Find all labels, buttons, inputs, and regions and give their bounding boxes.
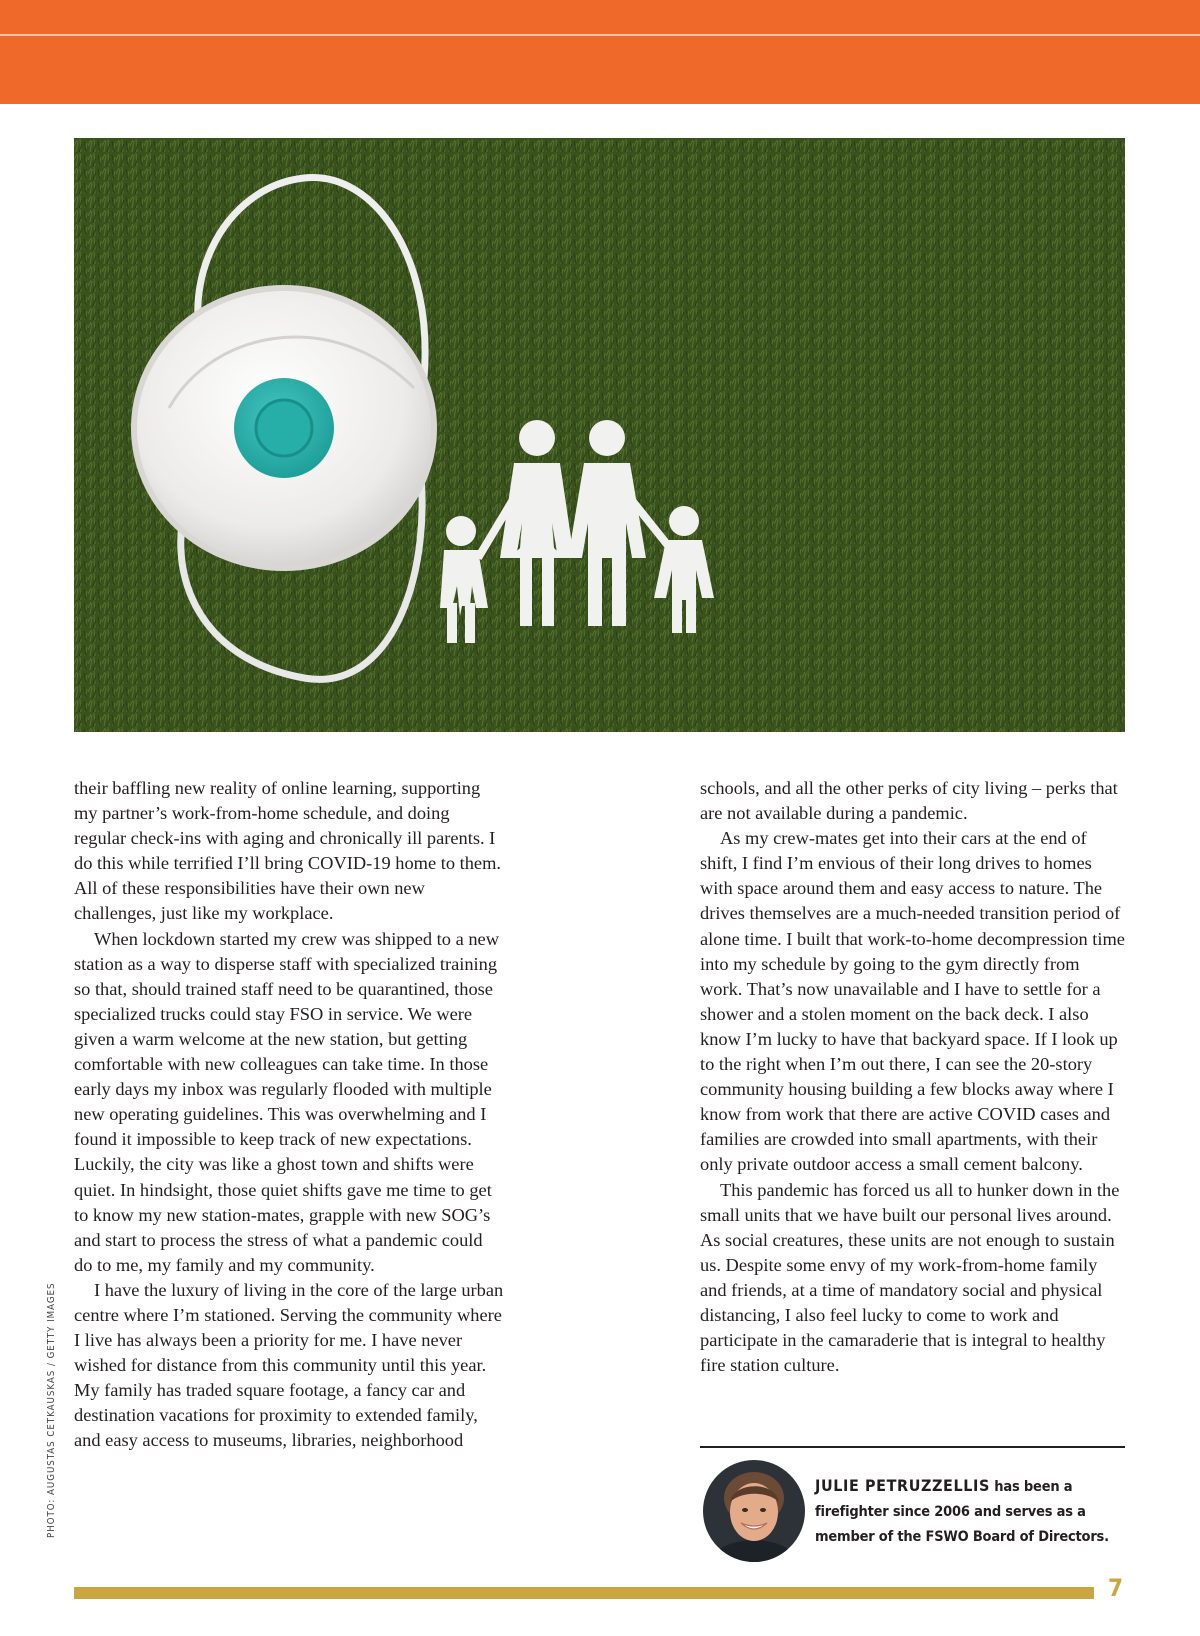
paragraph: When lockdown started my crew was shipped to a new station as a way to disperse staff with specialized training so that, should trained staff need to be quarantined, those specialized trucks could stay FSO in service. We were given a warm welcome at the new station, but getting comfortable with new colleagues can take time. In those early days my inbox was regularly flooded with multiple new operating guidelines. This was overwhelming and I found it impossible to keep track of new expectations. Luckily, the city was like a ghost town and shifts were quiet. In hindsight, those quiet shifts gave me time to get to know my new station-mates, grapple with new SOG’s and start to process the stress of what a pandemic could do to me, my family and my community. — [74, 928, 499, 1275]
author-name: JULIE PETRUZZELLIS — [815, 1476, 990, 1495]
bio-divider — [700, 1446, 1125, 1448]
paragraph: their baffling new reality of online learning, supporting my partner’s work-from-home schedule, and doing regular check-ins with aging and chronically ill parents. I do this while terrified I’ll bring COVID-19 home to them. All of these responsibilities have their own new challenges, just like my workplace. — [74, 778, 501, 924]
header-rule — [0, 34, 1200, 36]
photo-credit: PHOTO: AUGUSTAS CETKAUSKAS / GETTY IMAGES — [46, 1282, 57, 1538]
paragraph: I have the luxury of living in the core of the large urban centre where I’m stationed. Serving the community where I live has always been a priority for me. I have never wished for distance from this community until this year. My family has traded square footage, a fancy car and destination vacations for proximity to extended family, and easy access to museums, libraries, neighborhood — [74, 1279, 504, 1451]
author-avatar — [703, 1460, 805, 1562]
page-number: 7 — [1108, 1574, 1124, 1602]
paragraph: This pandemic has forced us all to hunker down in the small units that we have built our personal lives around. As social creatures, these units are not enough to sustain us. Despite some envy of my work-from-home family and friends, at a time of mandatory social and physical distancing, I also feel lucky to come to work and participate in the camaraderie that is integral to healthy fire station culture. — [700, 1179, 1120, 1376]
author-bio — [815, 1473, 1125, 1550]
author-bio-text: has been a firefighter since 2006 and serves as a member of the FSWO Board of Directors. — [815, 1479, 1109, 1545]
paragraph: schools, and all the other perks of city living – perks that are not available during a pandemic. — [700, 778, 1118, 824]
feature-photo — [74, 138, 1125, 732]
article-column-right — [700, 776, 1125, 1378]
header-band — [0, 0, 1200, 104]
footer-bar — [74, 1587, 1094, 1599]
paragraph: As my crew-mates get into their cars at the end of shift, I find I’m envious of their long drives to homes with space around them and easy access to nature. The drives themselves are a much-needed transition period of alone time. I built that work-to-home decompression time into my schedule by going to the gym directly from work. That’s now unavailable and I have to settle for a shower and a stolen moment on the back deck. I also know I’m lucky to have that backyard space. If I look up to the right when I’m out there, I can see the 20-story community housing building a few blocks away where I know from work that there are active COVID cases and families are crowded into small apartments, with their only private outdoor access a small cement balcony. — [700, 828, 1125, 1175]
article-column-left — [74, 776, 504, 1454]
